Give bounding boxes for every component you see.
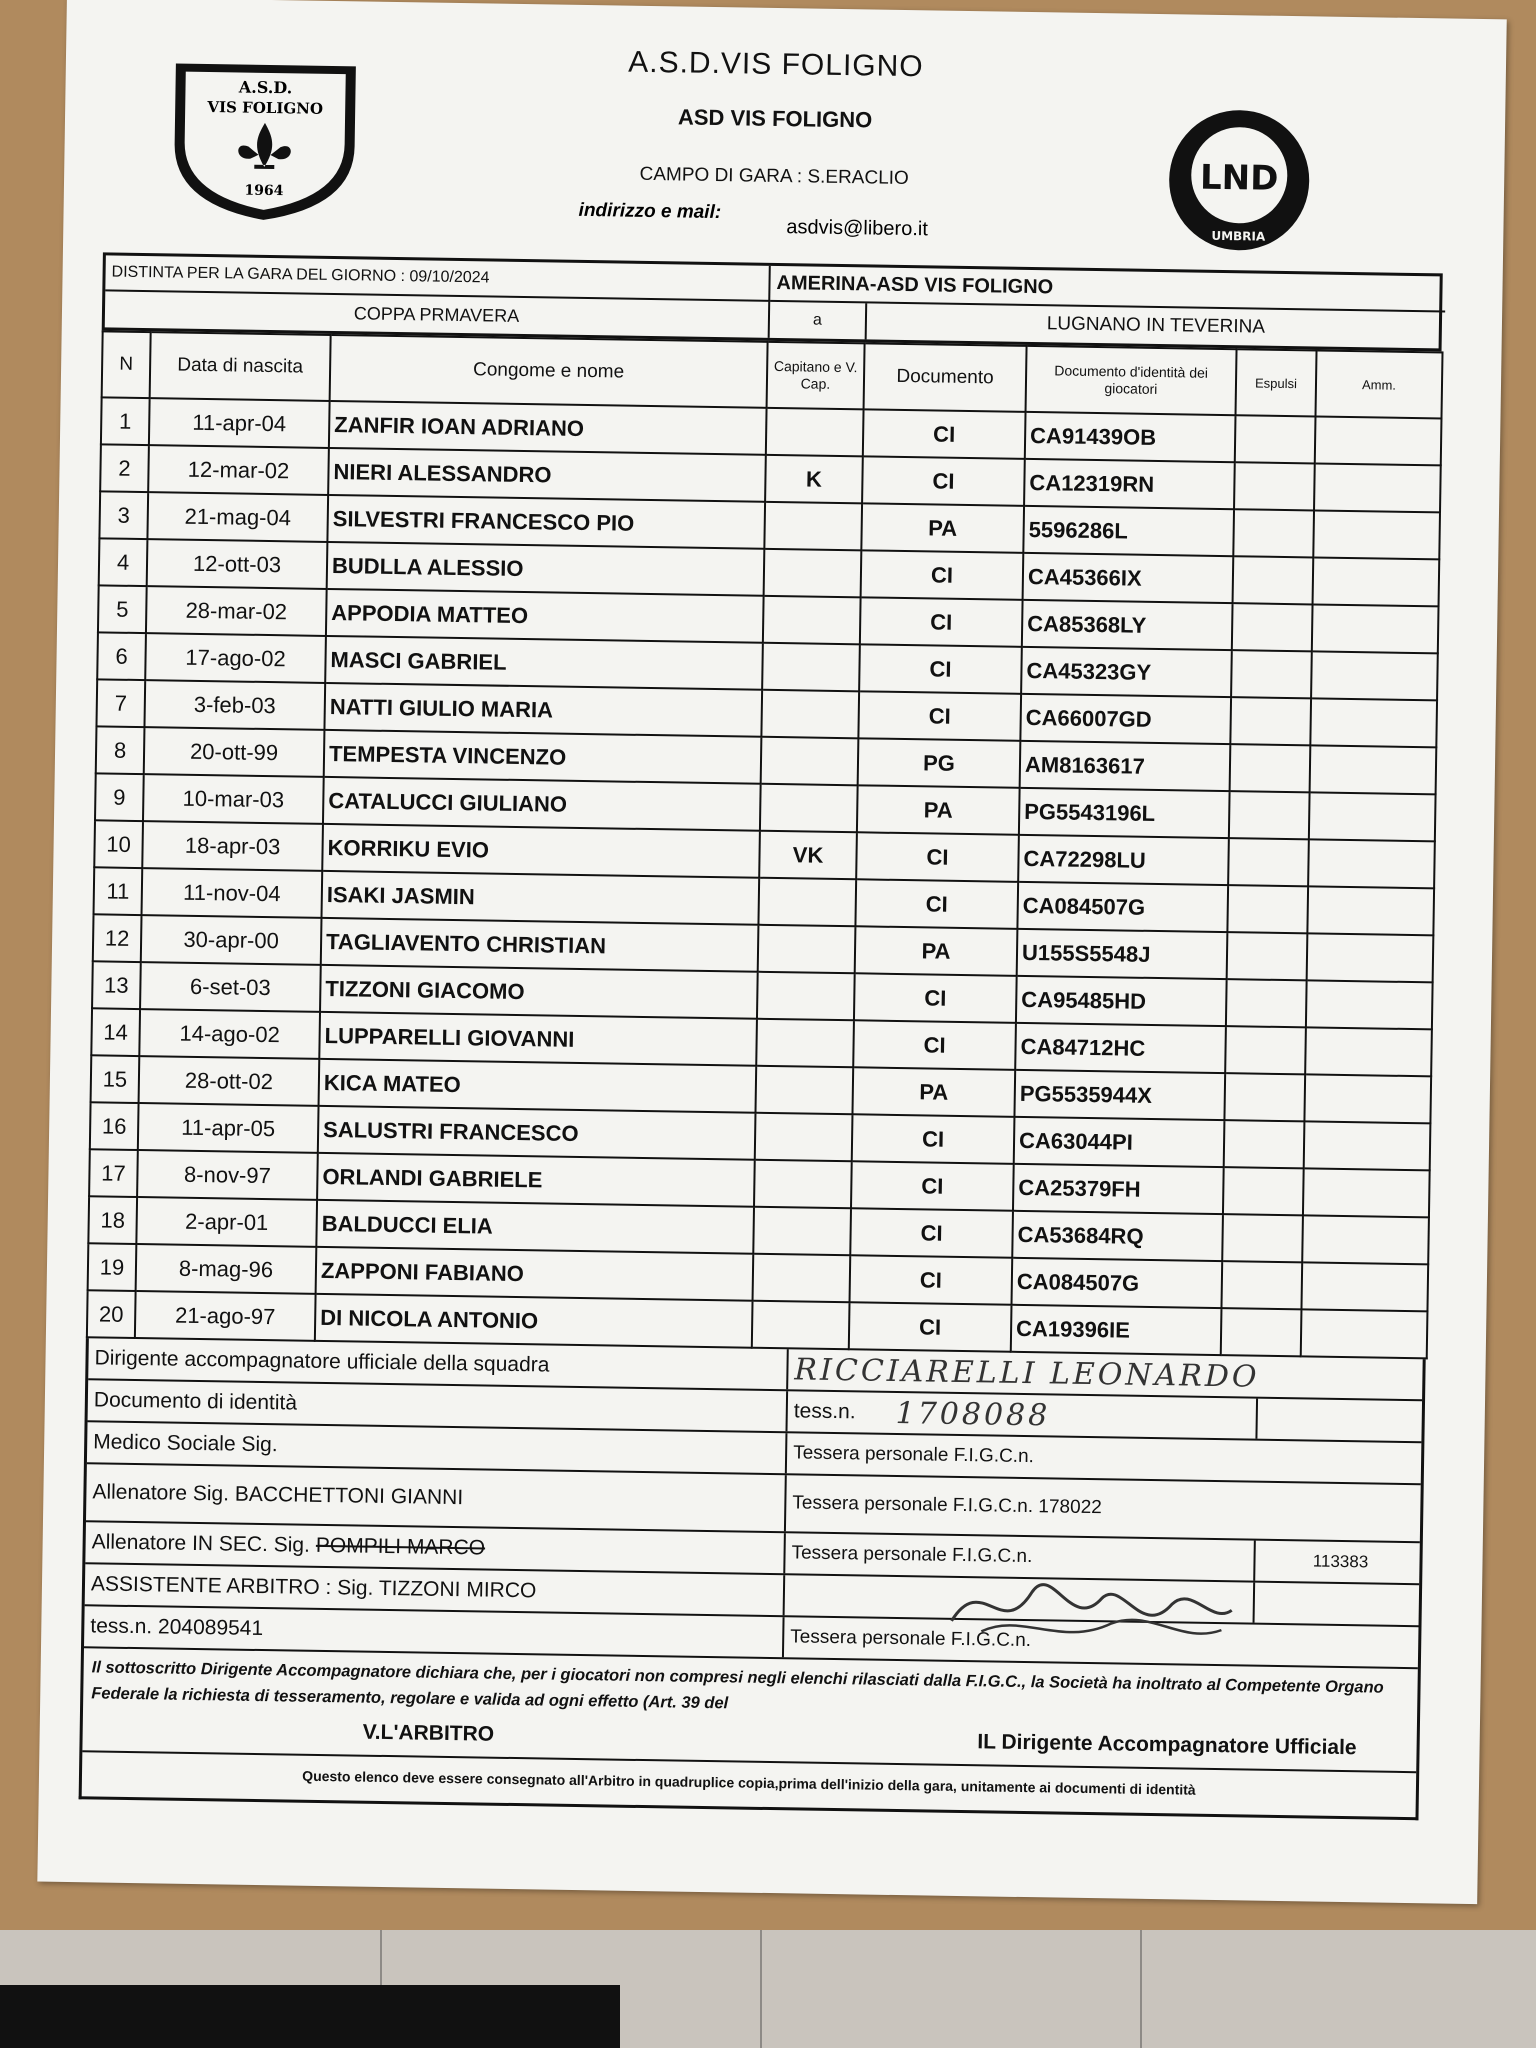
player-name: KORRIKU EVIO (322, 824, 760, 878)
player-dob: 21-ago-97 (135, 1291, 316, 1341)
player-name: SALUSTRI FRANCESCO (318, 1106, 756, 1160)
player-dob: 20-ott-99 (144, 727, 325, 777)
lnd-logo (1153, 104, 1325, 257)
player-doc-type: CI (860, 597, 1023, 647)
player-warned (1304, 1121, 1431, 1170)
player-doc-type: PA (855, 926, 1018, 976)
player-name: LUPPARELLI GIOVANNI (319, 1012, 757, 1066)
player-dob: 8-nov-97 (137, 1150, 318, 1200)
player-name: TEMPESTA VINCENZO (324, 730, 762, 784)
player-doc-id: CA66007GD (1020, 694, 1231, 744)
player-expelled (1224, 1120, 1305, 1168)
documento-label: Documento di identità (88, 1380, 789, 1431)
player-doc-type: CI (849, 1302, 1012, 1352)
col-name: Congome e nome (330, 335, 768, 408)
player-expelled (1224, 1073, 1305, 1121)
player-doc-type: PA (857, 785, 1020, 835)
player-warned (1301, 1262, 1428, 1311)
sig-dirigente: IL Dirigente Accompagnatore Ufficiale (977, 1730, 1357, 1760)
player-number: 20 (87, 1290, 136, 1338)
tile-seam (1140, 1930, 1142, 2048)
player-doc-type: CI (851, 1161, 1014, 1211)
player-number: 8 (96, 726, 145, 774)
player-expelled (1222, 1214, 1303, 1262)
allenatore-sec-name: POMPILI MARCO (315, 1533, 486, 1560)
player-number: 4 (99, 538, 148, 586)
club-subtitle: ASD VIS FOLIGNO (677, 104, 873, 133)
player-name: BUDLLA ALESSIO (327, 542, 765, 596)
player-expelled (1230, 744, 1311, 792)
assistente-label: ASSISTENTE ARBITRO : Sig. TIZZONI MIRCO (85, 1564, 786, 1615)
player-warned (1313, 557, 1440, 606)
player-doc-type: PA (852, 1067, 1015, 1117)
player-name: ZAPPONI FABIANO (316, 1247, 754, 1301)
player-warned (1308, 839, 1435, 888)
player-name: ISAKI JASMIN (321, 871, 759, 925)
player-expelled (1230, 697, 1311, 745)
player-doc-id: 5596286L (1023, 506, 1234, 556)
player-warned (1307, 886, 1434, 935)
match-teams: AMERINA-ASD VIS FOLIGNO (770, 266, 1445, 313)
player-name: SILVESTRI FRANCESCO PIO (327, 495, 765, 549)
player-doc-type: PA (861, 503, 1024, 553)
notice: Questo elenco deve essere consegnato all'Arbitro in quadruplice copia,prima dell'inizio della gara, unitamente ai documenti di identità (302, 1767, 1196, 1798)
player-captain (753, 1254, 851, 1303)
player-number: 13 (92, 961, 141, 1009)
col-document: Documento (864, 343, 1027, 412)
player-number: 1 (101, 397, 150, 445)
player-captain (755, 1113, 853, 1162)
player-warned (1305, 1027, 1432, 1076)
player-dob: 2-apr-01 (136, 1197, 317, 1247)
col-captain: Capitano e V. Cap. (767, 342, 865, 410)
player-warned (1303, 1168, 1430, 1217)
player-doc-type: PG (858, 738, 1021, 788)
player-expelled (1226, 979, 1307, 1027)
player-number: 9 (95, 773, 144, 821)
lnd-logo-region: UMBRIA (1211, 228, 1266, 244)
assistente-tess: tess.n. 204089541 (84, 1606, 785, 1657)
club-logo-top: A.S.D. (238, 77, 293, 98)
tess-cell (787, 1391, 1258, 1438)
player-doc-type: CI (850, 1208, 1013, 1258)
player-doc-id: CA084507G (1017, 882, 1228, 932)
player-captain (760, 784, 858, 833)
player-expelled (1232, 603, 1313, 651)
player-doc-id: CA84712HC (1015, 1023, 1226, 1073)
player-captain (755, 1066, 853, 1115)
player-table (86, 330, 1444, 1359)
player-number: 17 (89, 1149, 138, 1197)
player-doc-type: CI (853, 1020, 1016, 1070)
player-number: 15 (91, 1055, 140, 1103)
player-captain (764, 549, 862, 598)
allenatore-sec-label: Allenatore IN SEC. Sig. (91, 1530, 311, 1557)
empty-cell (1255, 1583, 1426, 1626)
player-captain (752, 1301, 850, 1350)
dirigente-signature: RICCIARELLI LEONARDO (794, 1351, 1260, 1395)
col-dob: Data di nascita (150, 332, 331, 401)
player-name: NIERI ALESSANDRO (328, 448, 766, 502)
player-warned (1310, 745, 1437, 794)
player-captain (758, 925, 856, 974)
player-doc-id: CA72298LU (1018, 835, 1229, 885)
player-dob: 21-mag-04 (147, 492, 328, 542)
player-name: APPODIA MATTEO (326, 589, 764, 643)
allenatore-label: Allenatore Sig. BACCHETTONI GIANNI (86, 1464, 787, 1531)
player-expelled (1231, 650, 1312, 698)
player-expelled (1223, 1167, 1304, 1215)
competition: COPPA PRMAVERA (105, 291, 770, 337)
player-doc-id: CA084507G (1012, 1258, 1223, 1308)
player-captain (756, 1019, 854, 1068)
player-name: ORLANDI GABRIELE (317, 1153, 755, 1207)
assistente-tessera: Tessera personale F.I.G.C.n. (790, 1626, 1032, 1652)
player-doc-type: CI (856, 832, 1019, 882)
player-name: CATALUCCI GIULIANO (323, 777, 761, 831)
player-number: 19 (88, 1243, 137, 1291)
player-doc-type: CI (855, 879, 1018, 929)
col-n: N (102, 331, 151, 398)
player-number: 6 (97, 632, 146, 680)
player-dob: 11-nov-04 (142, 868, 323, 918)
player-doc-id: CA53684RQ (1012, 1211, 1223, 1261)
lnd-logo-mark: LND (1199, 157, 1279, 199)
sig-arbitro: V.L'ARBITRO (362, 1720, 495, 1746)
player-number: 18 (88, 1196, 137, 1244)
player-number: 16 (90, 1102, 139, 1150)
player-captain (762, 643, 860, 692)
player-captain (753, 1207, 851, 1256)
player-warned (1301, 1309, 1428, 1358)
match-date: DISTINTA PER LA GARA DEL GIORNO : 09/10/2024 (105, 255, 770, 301)
allenatore-tessera: Tessera personale F.I.G.C.n. 178022 (792, 1492, 1102, 1519)
player-name: DI NICOLA ANTONIO (315, 1294, 753, 1348)
player-name: KICA MATEO (319, 1059, 757, 1113)
club-title: A.S.D.VIS FOLIGNO (628, 45, 924, 84)
player-doc-id: CA25379FH (1013, 1164, 1224, 1214)
player-name: MASCI GABRIEL (325, 636, 763, 690)
player-dob: 12-ott-03 (147, 539, 328, 589)
player-number: 5 (98, 585, 147, 633)
player-doc-id: PG5535944X (1014, 1070, 1225, 1120)
player-expelled (1225, 1026, 1306, 1074)
player-number: 14 (91, 1008, 140, 1056)
player-warned (1304, 1074, 1431, 1123)
player-captain (761, 737, 859, 786)
player-dob: 18-apr-03 (142, 821, 323, 871)
allenatore-sec-tessera: Tessera personale F.I.G.C.n. (785, 1533, 1256, 1580)
player-expelled (1235, 415, 1316, 463)
player-doc-type: CI (854, 973, 1017, 1023)
player-doc-id: CA95485HD (1016, 976, 1227, 1026)
player-dob: 10-mar-03 (143, 774, 324, 824)
mail-label: indirizzo e mail: (578, 199, 722, 224)
player-captain (764, 502, 862, 551)
player-warned (1313, 510, 1440, 559)
player-doc-id: PG5543196L (1019, 788, 1230, 838)
player-expelled (1221, 1261, 1302, 1309)
player-dob: 28-ott-02 (139, 1056, 320, 1106)
player-doc-id: CA45323GY (1021, 647, 1232, 697)
player-number: 2 (100, 444, 149, 492)
player-expelled (1234, 462, 1315, 510)
club-logo (163, 53, 366, 226)
player-warned (1315, 416, 1442, 465)
player-captain (754, 1160, 852, 1209)
player-captain: VK (759, 831, 857, 880)
match-sheet (37, 0, 1506, 1904)
player-doc-type: CI (861, 550, 1024, 600)
a-label: a (770, 302, 868, 340)
player-dob: 3-feb-03 (144, 680, 325, 730)
player-dob: 8-mag-96 (136, 1244, 317, 1294)
player-captain (757, 972, 855, 1021)
player-doc-type: CI (858, 691, 1021, 741)
player-doc-id: CA19396IE (1011, 1305, 1222, 1355)
player-expelled (1233, 556, 1314, 604)
player-dob: 17-ago-02 (145, 633, 326, 683)
player-doc-type: CI (863, 409, 1026, 459)
player-doc-id: CA12319RN (1024, 459, 1235, 509)
club-logo-year: 1964 (244, 182, 284, 200)
col-id: Documento d'identità dei giocatori (1026, 346, 1237, 415)
shoe (0, 1985, 620, 2048)
mail-value: asdvis@libero.it (786, 216, 929, 241)
medico-tessera: Tessera personale F.I.G.C.n. (792, 1442, 1035, 1468)
player-expelled (1229, 791, 1310, 839)
tile-seam (760, 1930, 762, 2048)
player-name: BALDUCCI ELIA (316, 1200, 754, 1254)
col-warned: Amm. (1315, 350, 1442, 418)
tess-hand: 1708088 (895, 1395, 1051, 1433)
player-dob: 6-set-03 (140, 962, 321, 1012)
player-number: 12 (93, 914, 142, 962)
player-expelled (1228, 838, 1309, 886)
player-warned (1309, 792, 1436, 841)
player-expelled (1227, 932, 1308, 980)
player-doc-id: U155S5548J (1017, 929, 1228, 979)
player-doc-type: CI (852, 1114, 1015, 1164)
player-dob: 30-apr-00 (141, 915, 322, 965)
medico-label: Medico Sociale Sig. (87, 1422, 788, 1473)
player-doc-type: CI (850, 1255, 1013, 1305)
player-warned (1312, 604, 1439, 653)
player-number: 11 (94, 867, 143, 915)
club-logo-name: VIS FOLIGNO (207, 98, 324, 118)
player-number: 3 (99, 491, 148, 539)
player-warned (1314, 463, 1441, 512)
player-warned (1307, 933, 1434, 982)
allenatore-sec-num: 113383 (1312, 1551, 1369, 1572)
declaration: Il sottoscritto Dirigente Accompagnatore dichiara che, per i giocatori non compresi negli elenchi rilasciati dalla F.I.G.C., la Società ha inoltrato al Competente Organo Federale la richiesta di tesseramento, regolare e valida ad ogni effetto (Art. 39 del (91, 1658, 1384, 1713)
venue: LUGNANO IN TEVERINA (1046, 313, 1266, 338)
player-warned (1311, 651, 1438, 700)
player-expelled (1227, 885, 1308, 933)
player-expelled (1233, 509, 1314, 557)
player-dob: 28-mar-02 (146, 586, 327, 636)
player-dob: 14-ago-02 (139, 1009, 320, 1059)
col-expelled: Espulsi (1236, 349, 1317, 416)
player-number: 10 (94, 820, 143, 868)
player-doc-id: CA45366IX (1023, 553, 1234, 603)
player-doc-type: CI (859, 644, 1022, 694)
player-doc-type: CI (862, 456, 1025, 506)
empty-cell (1257, 1399, 1428, 1442)
player-warned (1306, 980, 1433, 1029)
player-name: NATTI GIULIO MARIA (324, 683, 762, 737)
handwritten-signature (941, 1561, 1242, 1656)
field-name: CAMPO DI GARA : S.ERACLIO (639, 163, 909, 190)
player-captain (766, 408, 864, 457)
player-doc-id: CA91439OB (1025, 412, 1236, 462)
player-name: TAGLIAVENTO CHRISTIAN (321, 918, 759, 972)
player-doc-id: AM8163617 (1020, 741, 1231, 791)
player-doc-id: CA85368LY (1022, 600, 1233, 650)
player-warned (1310, 698, 1437, 747)
player-captain: K (765, 455, 863, 504)
player-warned (1302, 1215, 1429, 1264)
player-captain (758, 878, 856, 927)
player-captain (763, 596, 861, 645)
tess-label: tess.n. (793, 1399, 856, 1424)
player-number: 7 (96, 679, 145, 727)
player-name: ZANFIR IOAN ADRIANO (329, 401, 767, 455)
player-dob: 11-apr-04 (149, 398, 330, 448)
player-dob: 11-apr-05 (138, 1103, 319, 1153)
player-name: TIZZONI GIACOMO (320, 965, 758, 1019)
player-doc-id: CA63044PI (1014, 1117, 1225, 1167)
player-expelled (1221, 1308, 1302, 1356)
dirigente-label: Dirigente accompagnatore ufficiale della squadra (88, 1338, 789, 1389)
player-captain (761, 690, 859, 739)
player-dob: 12-mar-02 (148, 445, 329, 495)
